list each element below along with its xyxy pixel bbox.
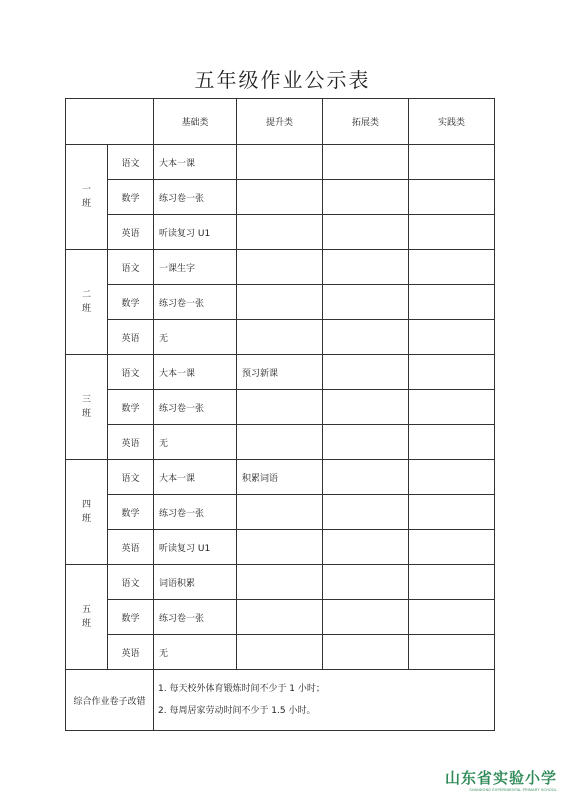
practice-cell (409, 145, 495, 180)
improve-cell: 预习新课 (237, 355, 323, 390)
basic-cell: 大本一课 (154, 460, 237, 495)
subject-cell: 英语 (108, 215, 154, 250)
improve-cell (237, 145, 323, 180)
practice-cell (409, 565, 495, 600)
practice-cell (409, 250, 495, 285)
class-name-cell (66, 250, 108, 355)
table-row (66, 565, 495, 600)
header-expand: 拓展类 (323, 99, 409, 145)
subject-cell: 数学 (108, 600, 154, 635)
header-corner-cell (66, 99, 154, 145)
header-row (66, 99, 495, 145)
table-row (66, 215, 495, 250)
class-name-cell (66, 565, 108, 670)
improve-cell (237, 180, 323, 215)
improve-cell (237, 635, 323, 670)
basic-cell: 无 (154, 425, 237, 460)
expand-cell (323, 215, 409, 250)
expand-cell (323, 285, 409, 320)
improve-cell: 积累词语 (237, 460, 323, 495)
practice-cell (409, 635, 495, 670)
expand-cell (323, 565, 409, 600)
expand-cell (323, 355, 409, 390)
expand-cell (323, 145, 409, 180)
logo-english-name: SHANDONG EXPERIMENTAL PRIMARY SCHOOL (469, 788, 557, 792)
practice-cell (409, 495, 495, 530)
basic-cell: 练习卷一张 (154, 600, 237, 635)
basic-cell: 词语积累 (154, 565, 237, 600)
school-logo (445, 767, 557, 792)
table-row (66, 250, 495, 285)
basic-cell: 听读复习 U1 (154, 530, 237, 565)
improve-cell (237, 250, 323, 285)
subject-cell: 英语 (108, 320, 154, 355)
class-number: 三 (81, 395, 91, 405)
table-row (66, 495, 495, 530)
class-suffix: 班 (81, 514, 91, 524)
improve-cell (237, 425, 323, 460)
footer-row (66, 670, 495, 731)
class-number: 五 (81, 605, 91, 615)
table-row (66, 460, 495, 495)
class-suffix: 班 (81, 199, 91, 209)
subject-cell: 英语 (108, 635, 154, 670)
improve-cell (237, 390, 323, 425)
subject-cell: 英语 (108, 530, 154, 565)
basic-cell: 一课生字 (154, 250, 237, 285)
expand-cell (323, 180, 409, 215)
basic-cell: 练习卷一张 (154, 390, 237, 425)
table-row (66, 390, 495, 425)
practice-cell (409, 215, 495, 250)
expand-cell (323, 495, 409, 530)
footer-label: 综合作业卷子改错 (66, 670, 154, 731)
subject-cell: 语文 (108, 145, 154, 180)
improve-cell (237, 565, 323, 600)
expand-cell (323, 635, 409, 670)
expand-cell (323, 425, 409, 460)
table-row (66, 600, 495, 635)
expand-cell (323, 390, 409, 425)
class-suffix: 班 (81, 409, 91, 419)
subject-cell: 语文 (108, 355, 154, 390)
footer-notes (154, 670, 495, 731)
class-name-cell (66, 460, 108, 565)
practice-cell (409, 530, 495, 565)
subject-cell: 英语 (108, 425, 154, 460)
practice-cell (409, 320, 495, 355)
basic-cell: 无 (154, 320, 237, 355)
basic-cell: 听读复习 U1 (154, 215, 237, 250)
class-number: 一 (81, 185, 91, 195)
table-row (66, 530, 495, 565)
practice-cell (409, 460, 495, 495)
table-row (66, 285, 495, 320)
improve-cell (237, 600, 323, 635)
practice-cell (409, 180, 495, 215)
expand-cell (323, 530, 409, 565)
subject-cell: 语文 (108, 460, 154, 495)
table-row (66, 425, 495, 460)
homework-table (65, 98, 495, 731)
page-title: 五年级作业公示表 (194, 68, 371, 92)
subject-cell: 语文 (108, 250, 154, 285)
class-suffix: 班 (81, 619, 91, 629)
improve-cell (237, 285, 323, 320)
class-number: 四 (81, 500, 91, 510)
improve-cell (237, 530, 323, 565)
header-basic: 基础类 (154, 99, 237, 145)
subject-cell: 数学 (108, 285, 154, 320)
expand-cell (323, 250, 409, 285)
subject-cell: 数学 (108, 390, 154, 425)
basic-cell: 大本一课 (154, 355, 237, 390)
basic-cell: 练习卷一张 (154, 285, 237, 320)
table-row (66, 145, 495, 180)
expand-cell (323, 320, 409, 355)
basic-cell: 练习卷一张 (154, 495, 237, 530)
class-name-cell (66, 145, 108, 250)
subject-cell: 数学 (108, 180, 154, 215)
practice-cell (409, 285, 495, 320)
improve-cell (237, 495, 323, 530)
expand-cell (323, 460, 409, 495)
basic-cell: 无 (154, 635, 237, 670)
subject-cell: 数学 (108, 495, 154, 530)
table-row (66, 635, 495, 670)
table-row (66, 320, 495, 355)
improve-cell (237, 320, 323, 355)
header-improve: 提升类 (237, 99, 323, 145)
table-row (66, 180, 495, 215)
table-row (66, 355, 495, 390)
header-practice: 实践类 (409, 99, 495, 145)
expand-cell (323, 600, 409, 635)
class-number: 二 (81, 290, 91, 300)
basic-cell: 练习卷一张 (154, 180, 237, 215)
basic-cell: 大本一课 (154, 145, 237, 180)
practice-cell (409, 390, 495, 425)
class-suffix: 班 (81, 304, 91, 314)
subject-cell: 语文 (108, 565, 154, 600)
practice-cell (409, 600, 495, 635)
logo-chinese-name: 山东省实验小学 (444, 769, 557, 787)
note-item: 2. 每周居家劳动时间不少于 1.5 小时。 (158, 706, 316, 716)
practice-cell (409, 355, 495, 390)
class-name-cell (66, 355, 108, 460)
improve-cell (237, 215, 323, 250)
note-item: 1. 每天校外体育锻炼时间不少于 1 小时； (158, 684, 325, 694)
practice-cell (409, 425, 495, 460)
